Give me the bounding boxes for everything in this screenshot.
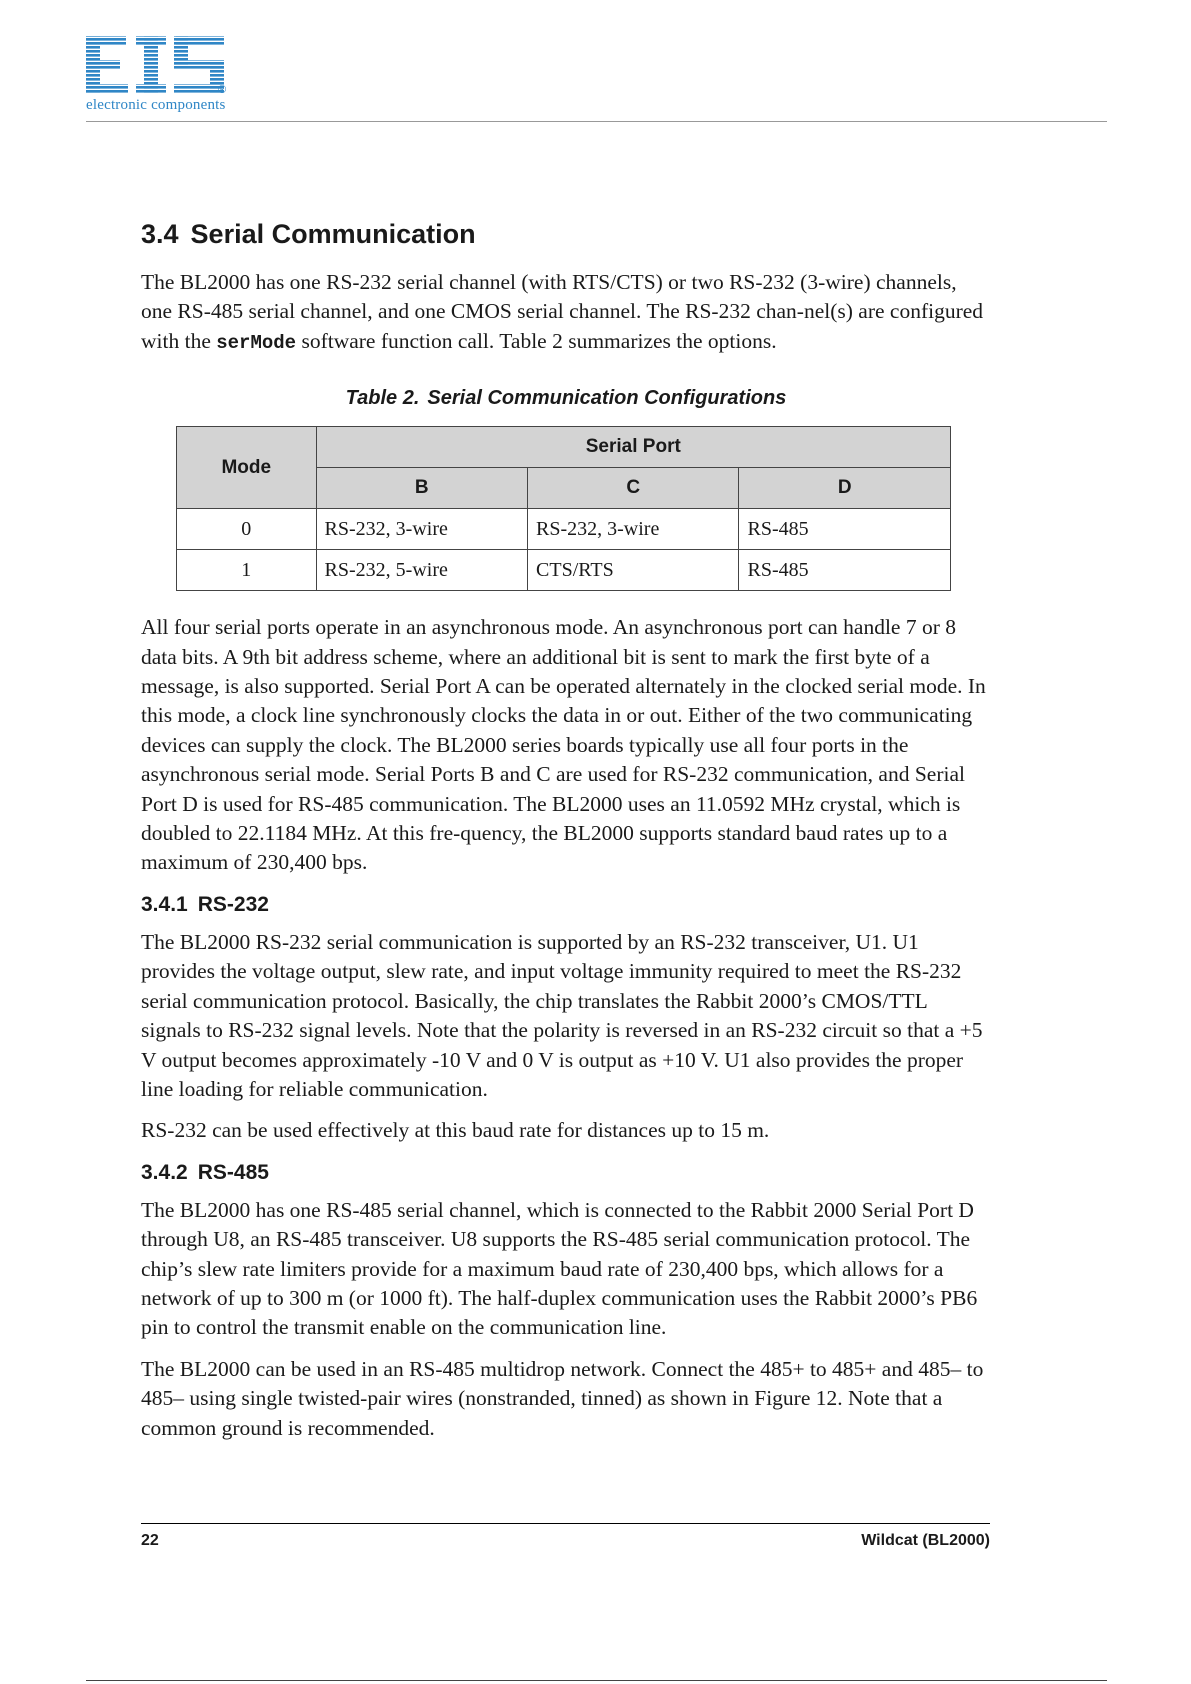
serial-port-header: Serial Port bbox=[316, 427, 950, 468]
mode-header: Mode bbox=[177, 427, 317, 509]
port-d-header: D bbox=[739, 468, 951, 509]
port-b-cell: RS-232, 3-wire bbox=[316, 509, 527, 550]
intro-text-end: software function call. Table 2 summarizes the options. bbox=[296, 328, 777, 353]
mode-cell: 1 bbox=[177, 550, 317, 591]
rs232-distance-paragraph: RS-232 can be used effectively at this baud rate for distances up to 15 m. bbox=[141, 1118, 770, 1143]
async-paragraph: All four serial ports operate in an asynchronous mode. An asynchronous port can handle 7 or 8 data bits. A 9th bit address scheme, where an additional bit is sent to mark the first byte of a message, is also supported. Serial Port A can be operated alternately in the clocked serial mode. In this mode, a clock line synchronously clocks the data in or out. Either of the two communicating devices can supply the clock. The BL2000 series boards typically use all four ports in the asynchronous serial mode. Serial Ports B and C are used for RS-232 communication, and Serial Port D is used for RS-485 communication. The BL2000 uses an 11.0592 MHz crystal, which is doubled to 22.1184 MHz. At this fre-quency, the BL2000 supports standard baud rates up to a maximum of 230,400 bps. bbox=[141, 615, 986, 875]
rs232-title: RS-232 bbox=[197, 892, 269, 916]
port-b-header: B bbox=[316, 468, 527, 509]
section-title: Serial Communication bbox=[190, 219, 476, 249]
intro-text-start: The BL2000 has one RS-232 serial channel (with RTS/CTS) or two RS-232 (3-wire) channels, one RS-485 serial channel, and one CMOS serial channel. The RS-232 chan-nel(s) are configured with the bbox=[141, 270, 984, 353]
registered-mark: ® bbox=[218, 84, 227, 96]
page-content bbox=[141, 214, 991, 1455]
eis-logo-mark bbox=[86, 34, 228, 96]
rs485-title: RS-485 bbox=[197, 1160, 269, 1184]
bottom-divider bbox=[86, 1680, 1107, 1681]
port-c-cell: CTS/RTS bbox=[528, 550, 739, 591]
table-caption bbox=[141, 384, 991, 412]
footer-title: Wildcat (BL2000) bbox=[861, 1532, 990, 1549]
table-header-row bbox=[177, 427, 951, 468]
rs485-paragraph: The BL2000 has one RS-485 serial channel, which is connected to the Rabbit 2000 Serial Port D through U8, an RS-485 transceiver. U8 supports the RS-485 serial communication protocol. The chip’s slew rate limiters provide for a maximum baud rate of 230,400 bps, which allows for a network of up to 300 m (or 1000 ft). The half-duplex communication uses the Rabbit 2000’s PB6 pin to control the transmit enable on the communication line. bbox=[141, 1197, 978, 1340]
table-caption-number: Table 2. bbox=[345, 387, 420, 410]
logo-tagline: electronic components bbox=[86, 97, 226, 113]
rs485-heading bbox=[141, 1158, 991, 1188]
table-row bbox=[177, 509, 951, 550]
port-c-cell: RS-232, 3-wire bbox=[528, 509, 739, 550]
intro-paragraph bbox=[141, 268, 991, 358]
section-number: 3.4 bbox=[141, 219, 179, 249]
footer-divider bbox=[141, 1523, 990, 1524]
port-d-cell: RS-485 bbox=[739, 509, 951, 550]
header-divider bbox=[86, 121, 1107, 122]
port-c-header: C bbox=[528, 468, 739, 509]
port-b-cell: RS-232, 5-wire bbox=[316, 550, 527, 591]
table-row bbox=[177, 550, 951, 591]
rs485-multidrop-paragraph: The BL2000 can be used in an RS-485 multidrop network. Connect the 485+ to 485+ and 485– to 485– using single twisted-pair wires (nonstranded, tinned) as shown in Figure 12. Note that a common ground is recommended. bbox=[141, 1356, 984, 1440]
port-d-cell: RS-485 bbox=[739, 550, 951, 591]
rs485-number: 3.4.2 bbox=[141, 1160, 188, 1184]
rs232-heading bbox=[141, 890, 991, 920]
mode-cell: 0 bbox=[177, 509, 317, 550]
section-heading bbox=[141, 214, 991, 254]
rs232-number: 3.4.1 bbox=[141, 892, 188, 916]
sermode-code: serMode bbox=[216, 331, 297, 354]
table-caption-title: Serial Communication Configurations bbox=[427, 387, 787, 410]
rs232-paragraph: The BL2000 RS-232 serial communication is supported by an RS-232 transceiver, U1. U1 provides the voltage output, slew rate, and input voltage immunity required to meet the RS-232 serial communication protocol. Basically, the chip translates the Rabbit 2000’s CMOS/TTL signals to RS-232 signal levels. Note that the polarity is reversed in an RS-232 circuit so that a +5 V output becomes approximately -10 V and 0 V is output as +10 V. U1 also provides the proper line loading for reliable communication. bbox=[141, 929, 983, 1101]
page-number: 22 bbox=[141, 1532, 159, 1549]
serial-config-table bbox=[176, 426, 951, 591]
